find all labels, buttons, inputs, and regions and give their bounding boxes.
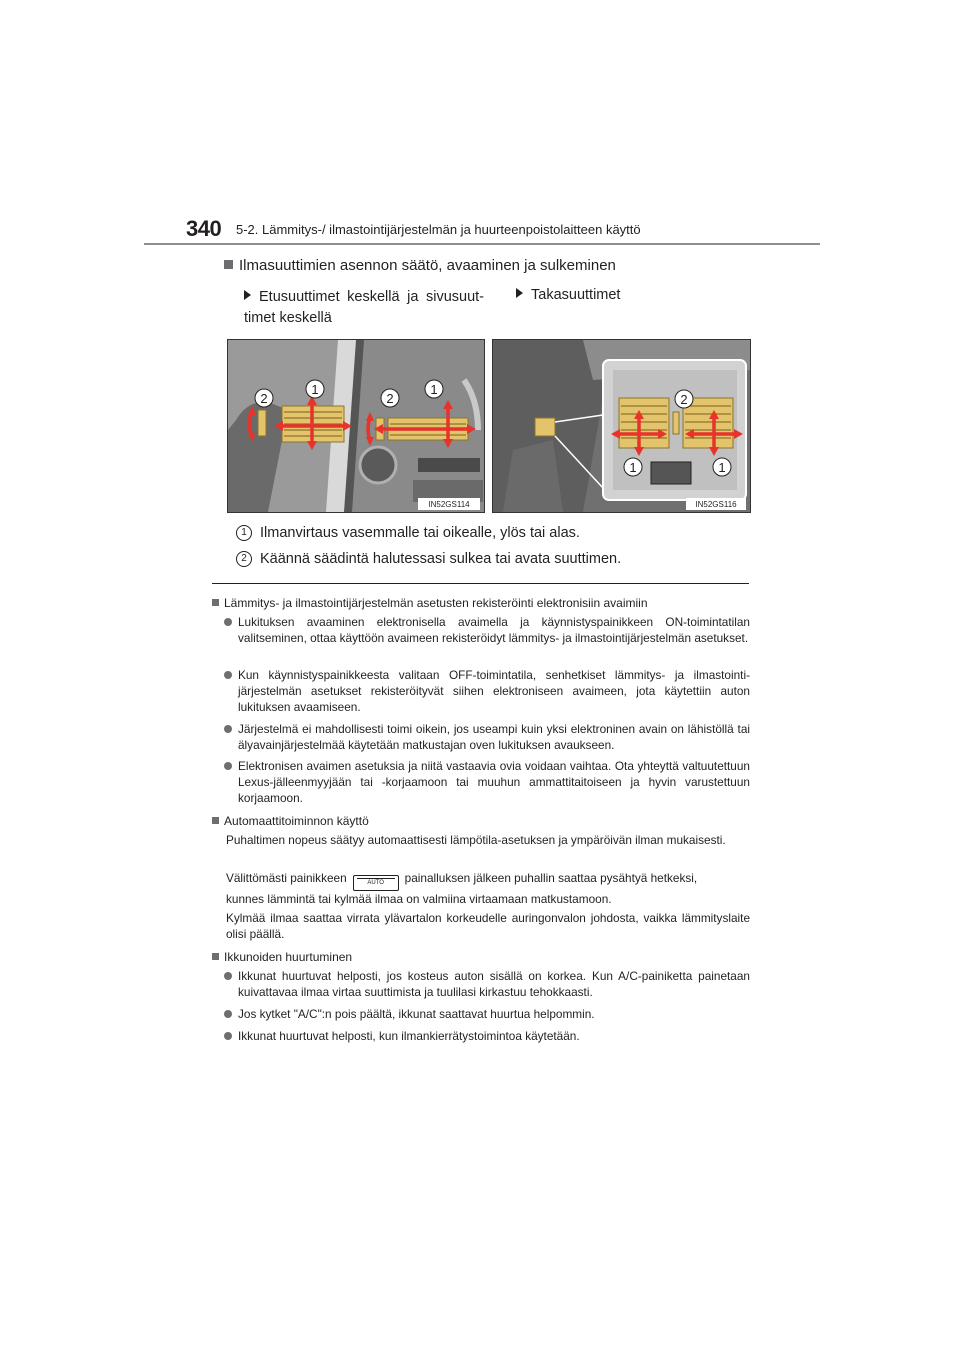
- photo-left-code: IN52GS114: [428, 500, 470, 509]
- round-bullet-icon: [224, 1010, 232, 1018]
- list-item: [224, 968, 750, 1000]
- callout-1: 1: [430, 382, 438, 397]
- callout-2: 2: [680, 392, 688, 407]
- list-item: [224, 614, 750, 646]
- page-number: 340: [186, 216, 222, 241]
- square-bullet-icon: [224, 260, 233, 269]
- bullet-text: Ikkunat huurtuvat helposti, jos kosteus auton sisällä on korkea. Kun A/C-painiketta painetaan kuivattavaa ilmaa virtaa suuttimista ja tuulilasi kirkastuu tehokkaasti.: [238, 969, 750, 999]
- rear-vents-photo: [492, 339, 751, 513]
- section-title: Ilmasuuttimien asennon säätö, avaaminen ja sulkeminen: [239, 257, 616, 274]
- square-bullet-icon: [212, 599, 219, 606]
- paragraph-text: kunnes lämmintä tai kylmää ilmaa on valmiina virtaamaan matkustamoon.: [226, 892, 612, 906]
- caption-right-text: Takasuuttimet: [531, 287, 621, 303]
- paragraph-text: painalluksen jälkeen puhallin saattaa pysähtyä hetkeksi,: [404, 871, 698, 885]
- photo-right-code: IN52GS116: [695, 500, 737, 509]
- note-heading: [212, 949, 749, 965]
- note-heading: [212, 813, 749, 829]
- bullet-text: Järjestelmä ei mahdollisesti toimi oikein, jos useampi kuin yksi elektroninen avain on lähistöllä tai älyavainjärjestelmää käytetään matkustajan oven lukituksen avaukseen.: [238, 722, 750, 752]
- legend-item: [236, 551, 621, 567]
- caption-front-vents: [244, 287, 484, 329]
- legend-item: [236, 525, 580, 541]
- caption-rear-vents: [516, 287, 620, 303]
- callout-2: 2: [260, 391, 268, 406]
- list-item: [224, 1028, 750, 1044]
- note-title: Automaattitoiminnon käyttö: [224, 814, 369, 828]
- paragraph-text: Välittömästi painikkeen: [226, 871, 347, 885]
- round-bullet-icon: [224, 762, 232, 770]
- list-item: [224, 721, 750, 753]
- square-bullet-icon: [212, 953, 219, 960]
- bullet-text: Kun käynnistyspainikkeesta valitaan OFF-toimintatila, senhetkiset lämmitys- ja ilmastointi-järjestelmän asetukset rekisteröityvät siihen elektroniseen avaimeen, jota käytettiin auton lukituksen avaamiseen.: [238, 668, 750, 714]
- callout-number-icon: 2: [236, 551, 252, 567]
- header-rule: [144, 243, 820, 245]
- note-title: Ikkunoiden huurtuminen: [224, 950, 353, 964]
- triangle-bullet-icon: [516, 288, 523, 298]
- callout-1: 1: [311, 382, 319, 397]
- triangle-bullet-icon: [244, 290, 251, 300]
- front-vents-photo: [227, 339, 485, 513]
- note-heading: [212, 595, 749, 611]
- round-bullet-icon: [224, 671, 232, 679]
- notes-divider: [212, 583, 749, 584]
- legend-text: Ilmanvirtaus vasemmalle tai oikealle, ylös tai alas.: [260, 525, 580, 541]
- caption-left-text: Etusuuttimet keskellä ja sivusuut-timet keskellä: [244, 289, 484, 326]
- callout-1: 1: [718, 460, 726, 475]
- round-bullet-icon: [224, 972, 232, 980]
- legend-text: Käännä säädintä halutessasi sulkea tai avata suuttimen.: [260, 551, 622, 567]
- square-bullet-icon: [212, 817, 219, 824]
- bullet-text: Jos kytket "A/C":n pois päältä, ikkunat saattavat huurtua helpommin.: [238, 1007, 595, 1021]
- bullet-text: Lukituksen avaaminen elektronisella avaimella ja käynnistyspainikkeen ON-toimintatilan valitseminen, ottaa käyttöön avaimeen rekisteröidyt lämmitys- ja ilmastointijärjestelmän asetukset.: [238, 615, 750, 645]
- note-title: Lämmitys- ja ilmastointijärjestelmän asetusten rekisteröinti elektronisiin avaimiin: [224, 596, 648, 610]
- section-heading: [224, 257, 616, 274]
- callout-1: 1: [629, 460, 637, 475]
- round-bullet-icon: [224, 725, 232, 733]
- paragraph: Kylmää ilmaa saattaa virrata ylävartalon korkeudelle auringonvalon johdosta, vaikka lämmityslaite olisi päällä.: [226, 911, 750, 941]
- list-item: [224, 667, 750, 715]
- list-item: [224, 758, 750, 806]
- bullet-text: Elektronisen avaimen asetuksia ja niitä vastaavia ovia voidaan vaihtaa. Ota yhteyttä valtuutettuun Lexus-jälleenmyyjään tai -korjaamoon tai muuhun ammattitaitoiseen ja hyvin varustettuun korjaamoon.: [238, 759, 750, 805]
- paragraph: [226, 870, 750, 907]
- callout-2: 2: [386, 391, 394, 406]
- auto-button-icon: AUTO: [353, 875, 399, 891]
- callout-number-icon: 1: [236, 525, 252, 541]
- list-item: [224, 1006, 750, 1022]
- chapter-title: 5-2. Lämmitys-/ ilmastointijärjestelmän ja huurteenpoistolaitteen käyttö: [236, 222, 641, 237]
- bullet-text: Ikkunat huurtuvat helposti, kun ilmankierrätystoimintoa käytetään.: [238, 1029, 580, 1043]
- round-bullet-icon: [224, 618, 232, 626]
- round-bullet-icon: [224, 1032, 232, 1040]
- paragraph: Puhaltimen nopeus säätyy automaattisesti lämpötila-asetuksen ja ympäröivän ilman mukaisesti.: [226, 833, 726, 847]
